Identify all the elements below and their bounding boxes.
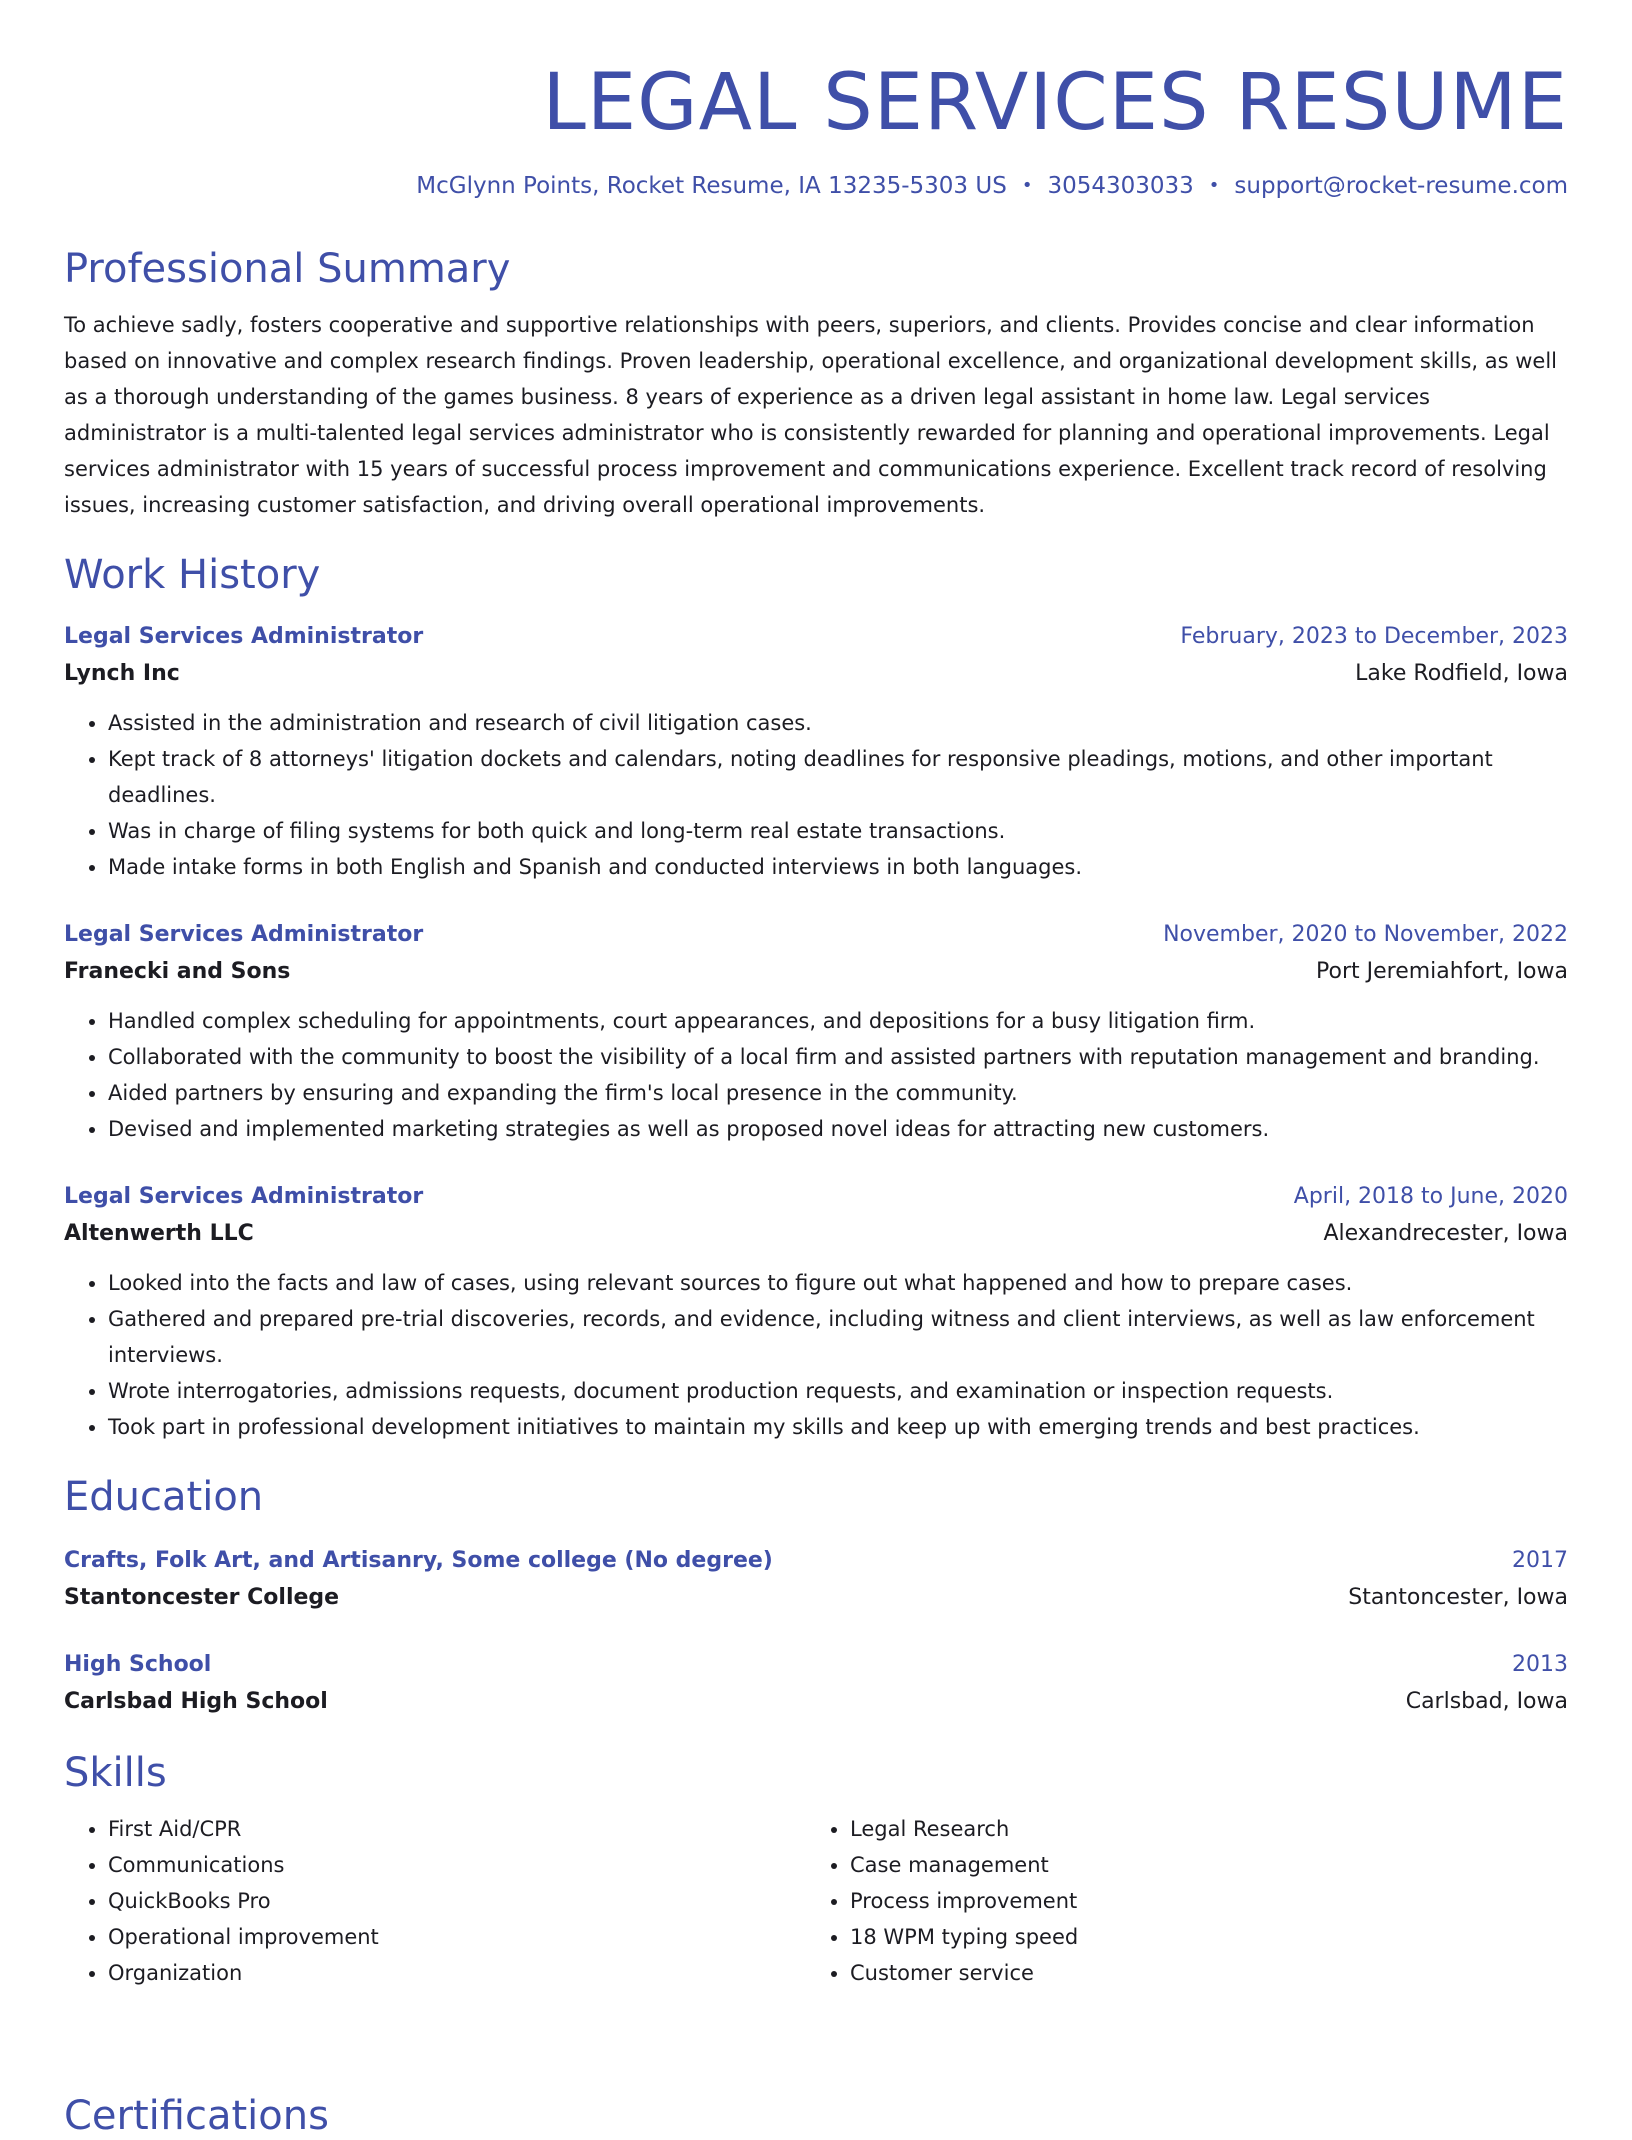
job-dates: November, 2020 to November, 2022 <box>1163 922 1568 947</box>
job-company: Franecki and Sons <box>64 959 291 984</box>
contact-phone[interactable]: 3054303033 <box>1047 173 1194 199</box>
education-year: 2017 <box>1512 1548 1568 1573</box>
skills-column-right <box>806 1811 1568 1991</box>
job-bullet: • Aided partners by ensuring and expanding the firm's local presence in the community. <box>108 1075 1568 1111</box>
skill-item: • Communications <box>108 1847 806 1883</box>
section-heading-work-history: Work History <box>64 552 321 598</box>
section-heading-cutoff: Certifications <box>64 2093 329 2139</box>
education-year: 2013 <box>1512 1652 1568 1677</box>
education-location: Stantoncester, Iowa <box>1348 1585 1568 1610</box>
section-heading-skills: Skills <box>64 1750 167 1796</box>
job-entry <box>64 621 1568 885</box>
job-role: Legal Services Administrator <box>64 922 424 947</box>
skills-column-left <box>64 1811 806 1991</box>
education-school: Carlsbad High School <box>64 1689 328 1714</box>
job-role: Legal Services Administrator <box>64 1184 424 1209</box>
skill-item: • 18 WPM typing speed <box>850 1919 1568 1955</box>
resume-title: LEGAL SERVICES RESUME <box>542 58 1568 148</box>
job-bullets <box>64 1003 1568 1147</box>
section-heading-summary: Professional Summary <box>64 246 511 292</box>
contact-line <box>64 171 1568 201</box>
job-bullet: • Made intake forms in both English and Spanish and conducted interviews in both languages. <box>108 849 1568 885</box>
job-role: Legal Services Administrator <box>64 624 424 649</box>
job-bullet: • Took part in professional development initiatives to maintain my skills and keep up with emerging trends and best practices. <box>108 1409 1568 1445</box>
job-location: Port Jeremiahfort, Iowa <box>1316 959 1568 984</box>
contact-email[interactable]: support@rocket-resume.com <box>1234 173 1568 199</box>
contact-address: McGlynn Points, Rocket Resume, IA 13235-5303 US <box>416 173 1007 199</box>
job-bullet: • Wrote interrogatories, admissions requests, document production requests, and examination or inspection requests. <box>108 1373 1568 1409</box>
job-bullets <box>64 705 1568 885</box>
job-bullet: • Kept track of 8 attorneys' litigation dockets and calendars, noting deadlines for responsive pleadings, motions, and other important deadlines. <box>108 741 1568 813</box>
job-bullet: • Handled complex scheduling for appointments, court appearances, and depositions for a busy litigation firm. <box>108 1003 1568 1039</box>
education-location: Carlsbad, Iowa <box>1405 1689 1568 1714</box>
job-dates: April, 2018 to June, 2020 <box>1293 1184 1568 1209</box>
job-location: Alexandrecester, Iowa <box>1323 1221 1568 1246</box>
education-entry <box>64 1545 1568 1615</box>
job-location: Lake Rodfield, Iowa <box>1355 661 1568 686</box>
education-school: Stantoncester College <box>64 1585 340 1610</box>
skills-grid <box>64 1811 1568 1991</box>
skill-item: • Customer service <box>850 1955 1568 1991</box>
skill-item: • Case management <box>850 1847 1568 1883</box>
job-bullet: • Collaborated with the community to boost the visibility of a local firm and assisted partners with reputation management and branding. <box>108 1039 1568 1075</box>
job-entry <box>64 919 1568 1147</box>
job-bullet: • Devised and implemented marketing strategies as well as proposed novel ideas for attracting new customers. <box>108 1111 1568 1147</box>
job-bullet: • Was in charge of filing systems for both quick and long-term real estate transactions. <box>108 813 1568 849</box>
job-entry <box>64 1181 1568 1445</box>
summary-text: To achieve sadly, fosters cooperative and supportive relationships with peers, superiors, and clients. Provides concise and clear information based on innovative and complex research findings. Proven leadership, operational excellence, and organizational development skills, as well as a thorough understanding of the games business. 8 years of experience as a driven legal assistant in home law. Legal services administrator is a multi-talented legal services administrator who is consistently rewarded for planning and operational improvements. Legal services administrator with 15 years of successful process improvement and communications experience. Excellent track record of resolving issues, increasing customer satisfaction, and driving overall operational improvements. <box>64 313 1557 517</box>
skill-item: • Process improvement <box>850 1883 1568 1919</box>
job-bullets <box>64 1265 1568 1445</box>
skill-item: • Organization <box>108 1955 806 1991</box>
job-bullet: • Gathered and prepared pre-trial discoveries, records, and evidence, including witness and client interviews, as well as law enforcement interviews. <box>108 1301 1568 1373</box>
education-degree: High School <box>64 1652 212 1677</box>
skill-item: • Operational improvement <box>108 1919 806 1955</box>
job-company: Lynch Inc <box>64 661 180 686</box>
job-company: Altenwerth LLC <box>64 1221 254 1246</box>
job-bullet: • Assisted in the administration and research of civil litigation cases. <box>108 705 1568 741</box>
job-dates: February, 2023 to December, 2023 <box>1180 624 1568 649</box>
section-heading-education: Education <box>64 1474 264 1520</box>
skill-item: • QuickBooks Pro <box>108 1883 806 1919</box>
contact-separator: • <box>1208 175 1220 196</box>
education-degree: Crafts, Folk Art, and Artisanry, Some college (No degree) <box>64 1548 773 1573</box>
skill-item: • First Aid/CPR <box>108 1811 806 1847</box>
job-bullet: • Looked into the facts and law of cases, using relevant sources to figure out what happened and how to prepare cases. <box>108 1265 1568 1301</box>
contact-separator: • <box>1021 175 1033 196</box>
skill-item: • Legal Research <box>850 1811 1568 1847</box>
education-entry <box>64 1649 1568 1719</box>
